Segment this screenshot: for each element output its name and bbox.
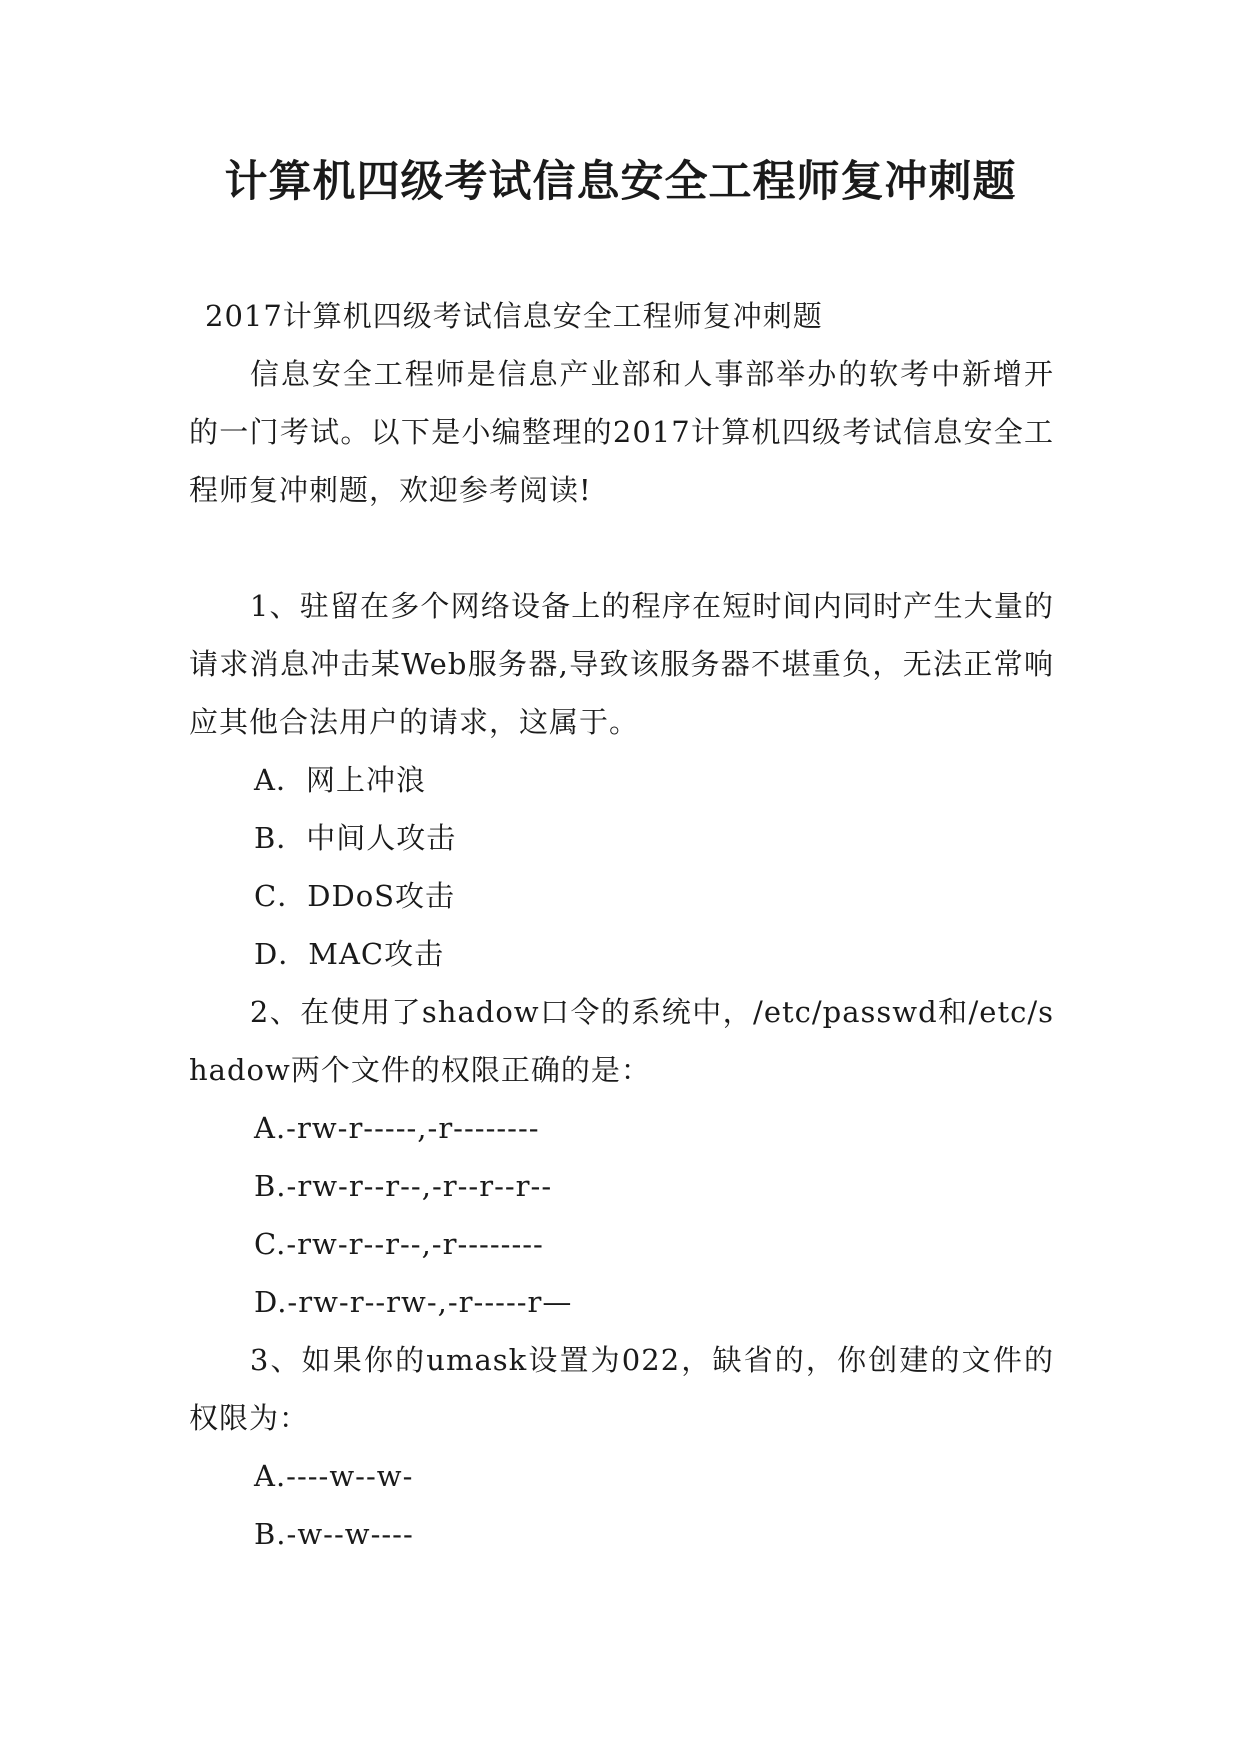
question-text: 2、在使用了shadow口令的系统中，/etc/passwd和/etc/shadow两个文件的权限正确的是： [189, 995, 1054, 1087]
page-title: 计算机四级考试信息安全工程师复冲刺题 [224, 157, 1017, 207]
option-d: D.-rw-r--rw-,-r-----r— [254, 1285, 573, 1319]
question-text: 1、驻留在多个网络设备上的程序在短时间内同时产生大量的请求消息冲击某Web服务器,导致该服务器不堪重负，无法正常响应其他合法用户的请求，这属于。 [189, 589, 1054, 739]
intro-paragraph: 信息安全工程师是信息产业部和人事部举办的软考中新增开的一门考试。以下是小编整理的2017计算机四级考试信息安全工程师复冲刺题，欢迎参考阅读! [189, 357, 1054, 507]
document-subtitle: 2017计算机四级考试信息安全工程师复冲刺题 [205, 299, 823, 333]
question-3 [189, 1331, 1054, 1563]
document-body [189, 287, 1054, 1563]
option-c: C．DDoS攻击 [254, 879, 456, 913]
option-a: A．网上冲浪 [254, 763, 426, 797]
option-d: D．MAC攻击 [254, 937, 445, 971]
question-1 [189, 577, 1054, 983]
paragraph-gap [189, 519, 1054, 577]
question-text: 3、如果你的umask设置为022，缺省的，你创建的文件的权限为： [189, 1343, 1054, 1435]
option-b: B．中间人攻击 [254, 821, 457, 855]
option-a: A.----w--w- [254, 1459, 414, 1493]
option-b: B.-w--w---- [254, 1517, 414, 1551]
option-b: B.-rw-r--r--,-r--r--r-- [254, 1169, 553, 1203]
option-a: A.-rw-r-----,-r-------- [254, 1111, 540, 1145]
question-2 [189, 983, 1054, 1331]
option-c: C.-rw-r--r--,-r-------- [254, 1227, 544, 1261]
